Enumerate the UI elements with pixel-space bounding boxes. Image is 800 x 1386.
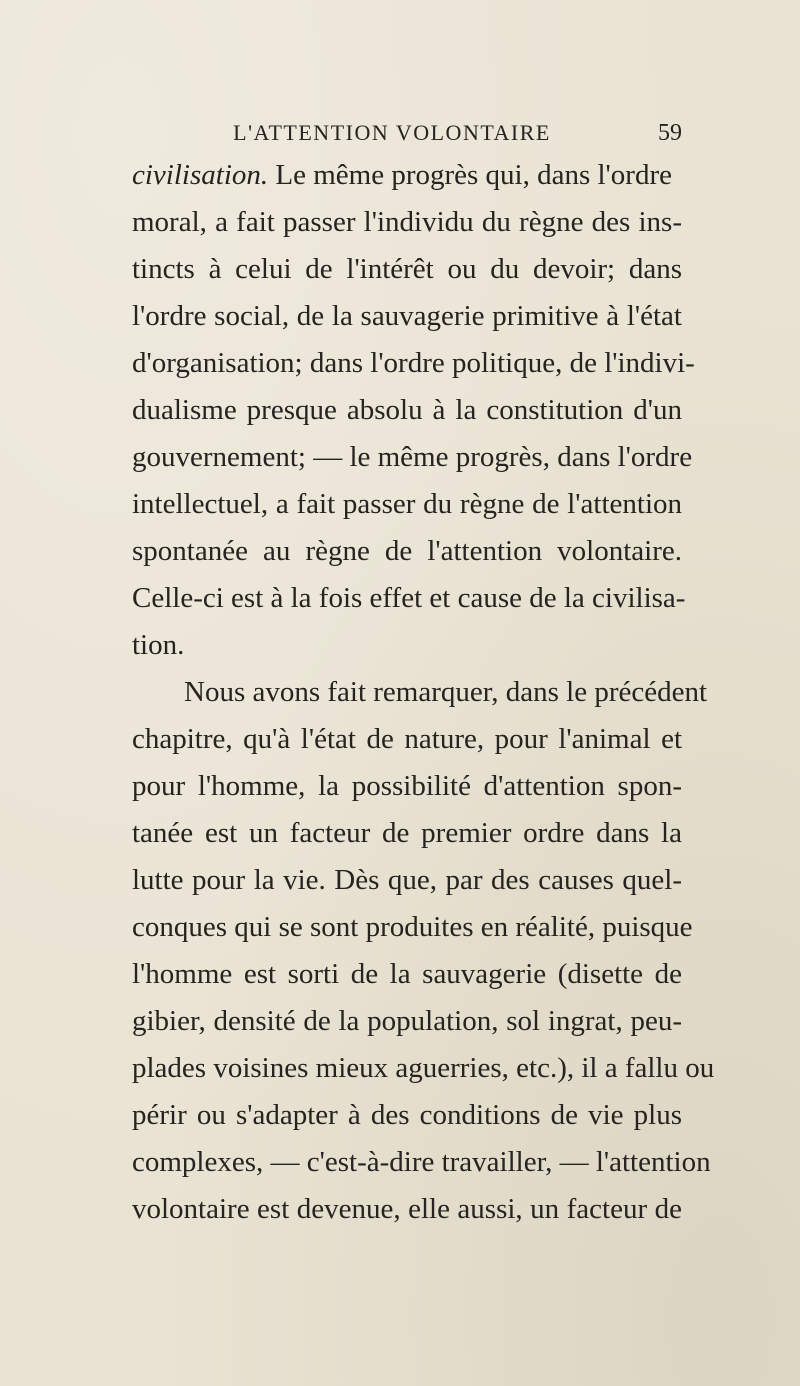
page-number: 59 <box>658 120 682 146</box>
text-line: pour l'homme, la possibilité d'attention spon- <box>132 770 682 802</box>
text-line: gouvernement; — le même progrès, dans l'ordre <box>132 441 693 473</box>
text-line: lutte pour la vie. Dès que, par des causes quel- <box>132 864 682 896</box>
text-line <box>132 152 682 199</box>
text-line: tincts à celui de l'intérêt ou du devoir; dans <box>132 253 682 285</box>
text-line: spontanée au règne de l'attention volontaire. <box>132 535 682 567</box>
text-line: moral, a fait passer l'individu du règne des ins- <box>132 206 682 238</box>
text-line: conques qui se sont produites en réalité, puisque <box>132 911 693 943</box>
text-line: Celle-ci est à la fois effet et cause de la civilisa- <box>132 582 686 614</box>
text-line: gibier, densité de la population, sol ingrat, peu- <box>132 1005 682 1037</box>
italic-word: civilisation. <box>132 159 269 191</box>
text-line: volontaire est devenue, elle aussi, un facteur de <box>132 1193 682 1225</box>
text-line: intellectuel, a fait passer du règne de l'attention <box>132 488 682 520</box>
body-text <box>132 152 715 1233</box>
text-line: d'organisation; dans l'ordre politique, de l'indivi- <box>132 347 695 379</box>
text-line: l'ordre social, de la sauvagerie primitive à l'état <box>132 300 682 332</box>
text-line: plades voisines mieux aguerries, etc.), il a fallu ou <box>132 1052 715 1084</box>
running-title: L'ATTENTION VOLONTAIRE <box>233 120 551 145</box>
text-line: tion. <box>132 629 185 661</box>
line-text: Le même progrès qui, dans l'ordre <box>268 159 672 191</box>
text-line: chapitre, qu'à l'état de nature, pour l'animal et <box>132 723 682 755</box>
text-line: complexes, — c'est-à-dire travailler, — l'attention <box>132 1146 711 1178</box>
text-line: l'homme est sorti de la sauvagerie (disette de <box>132 958 682 990</box>
text-line: Nous avons fait remarquer, dans le précédent <box>184 676 708 708</box>
text-line: tanée est un facteur de premier ordre dans la <box>132 817 682 849</box>
text-line: dualisme presque absolu à la constitution d'un <box>132 394 682 426</box>
text-line: périr ou s'adapter à des conditions de vie plus <box>132 1099 682 1131</box>
running-head <box>132 116 682 150</box>
